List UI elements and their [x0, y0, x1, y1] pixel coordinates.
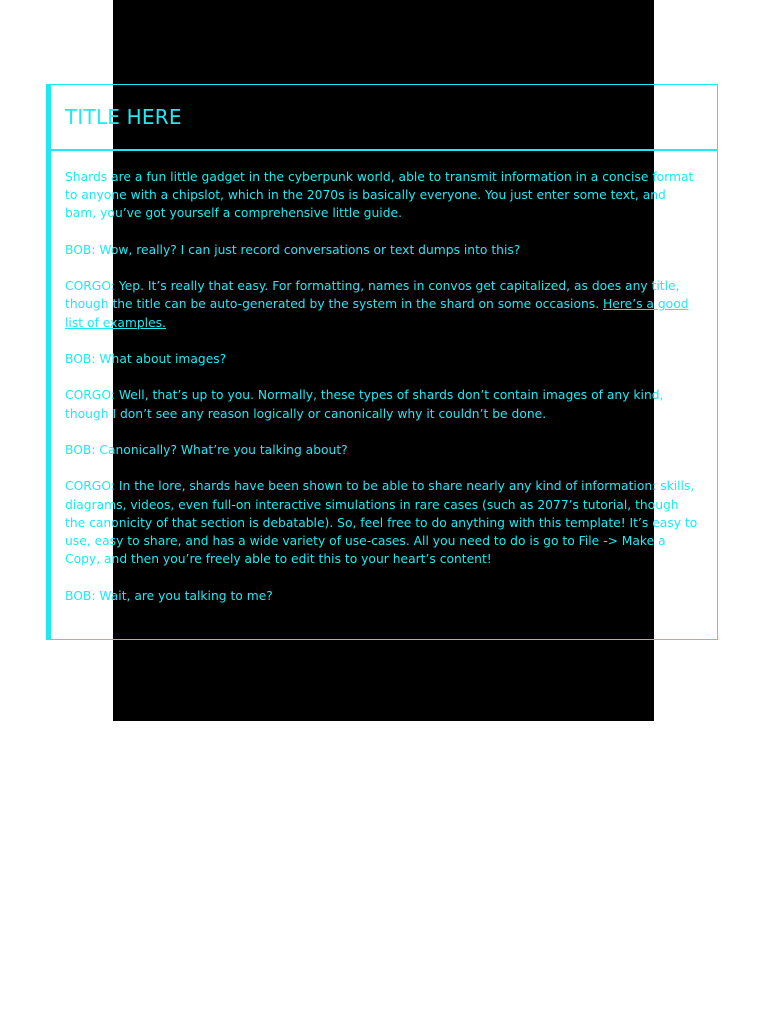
dialogue-line: [65, 350, 699, 368]
examples-link[interactable]: Here’s a good list of examples.: [65, 297, 689, 330]
shard-header: [51, 85, 717, 151]
speaker-name: CORGO:: [65, 479, 115, 494]
dialogue-text: What about images?: [95, 351, 227, 366]
dialogue-text: Yep. It’s really that easy. For formatting, names in convos get capitalized, as does any title, though the title can be auto-generated by the system in the shard on some occasions.: [65, 279, 680, 312]
dialogue-text: In the lore, shards have been shown to be able to share nearly any kind of information: skills, diagrams, videos, even full-on interactive simulations in rare cases (such as 2077’s tutorial, though the canonicity of that section is debatable). So, feel free to do anything with this template! It’s easy to use, easy to share, and has a wide variety of use-cases. All you need to do is go to File -> Make a Copy, and then you’re freely able to edit this to your heart’s content!: [65, 479, 698, 567]
shard-box: [46, 84, 718, 640]
speaker-name: BOB:: [65, 351, 96, 366]
dialogue-text: Well, that’s up to you. Normally, these types of shards don’t contain images of any kind, though I don’t see any reason logically or canonically why it couldn’t be done.: [65, 388, 664, 421]
paragraph-intro: [65, 168, 699, 223]
speaker-name: CORGO:: [65, 388, 115, 403]
dialogue-line: [65, 441, 699, 459]
dialogue-line: [65, 277, 699, 332]
dialogue-text: Wow, really? I can just record conversations or text dumps into this?: [95, 242, 521, 257]
dialogue-line: [65, 386, 699, 422]
speaker-name: CORGO:: [65, 279, 115, 294]
dialogue-line: [65, 241, 699, 259]
speaker-name: BOB:: [65, 242, 96, 257]
dialogue-line: [65, 477, 699, 568]
speaker-name: BOB:: [65, 588, 96, 603]
dialogue-text: Wait, are you talking to me?: [95, 588, 273, 603]
paragraph-text: Shards are a fun little gadget in the cyberpunk world, able to transmit information in a concise format to anyone with a chipslot, which in the 2070s is basically everyone. You just enter some text, and bam, you’ve got yourself a comprehensive little guide.: [65, 170, 694, 221]
shard-title: TITLE HERE: [65, 105, 182, 129]
dialogue-text: Canonically? What’re you talking about?: [95, 442, 348, 457]
speaker-name: BOB:: [65, 442, 96, 457]
dialogue-line: [65, 587, 699, 605]
shard-body: [51, 151, 717, 605]
